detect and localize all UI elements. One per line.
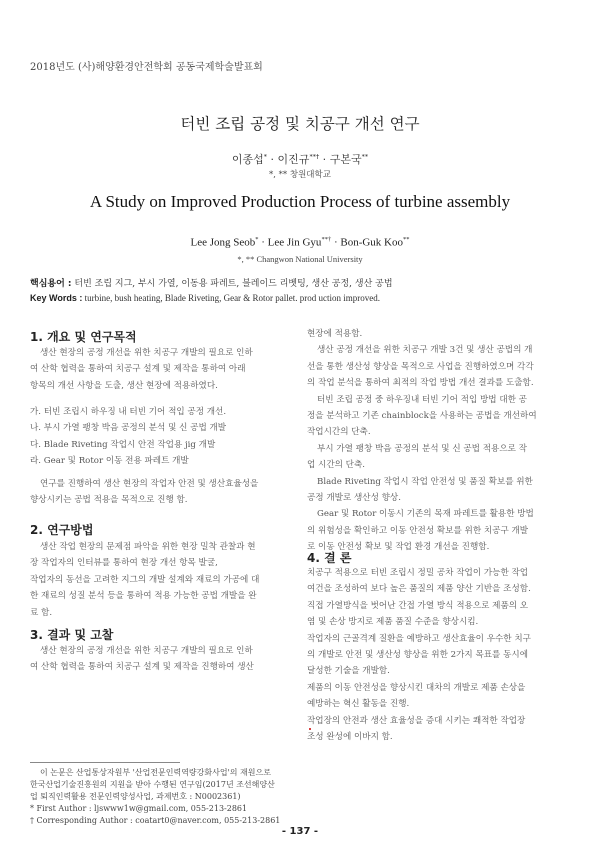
footnote-divider [30,762,180,763]
text-line: 작업장의 안전과 생산 효율성을 증대 시키는 쾌적한 작업장 [307,715,526,726]
text-line: 생산 현장의 공정 개선을 위한 치공구 개발의 필요로 인하 [40,348,253,358]
section-overview-list [30,404,294,470]
text-line: Blade Riveting 작업시 작업 안전성 및 품질 확보를 위한 [317,476,533,487]
page-number: - 137 - [281,826,319,837]
section-heading-conclusion: 4. 결 론 [307,551,352,565]
text-line: 부시 가열 팽창 박음 공정의 분석 및 신 공법 적용으로 작 [317,443,527,454]
keywords-label: Key Words : [30,293,83,303]
author-1-mark: * [255,236,259,243]
text-line: 조성 완성에 이바지 함. [307,732,393,743]
affiliation-korean: *, ** 창원대학교 [269,170,331,180]
keywords-text: turbine, bush heating, Blade Riveting, Gear & Rotor pallet. prod uction improved. [82,293,381,303]
authors-korean [0,151,600,167]
text-line: 생산 현장의 공정 개선을 위한 치공구 개발의 필요로 인하 [40,646,253,656]
text-line: 여 산학 협력을 통하여 치공구 설계 및 제작을 통하여 아래 [30,364,246,375]
title-korean: 터빈 조립 공정 및 치공구 개선 연구 [180,115,420,133]
author-1: 이종섭 [231,153,264,166]
section-conclusion-body [307,565,571,745]
footnote-corresponding-author: † Corresponding Author : coatart0@naver.com, 055-213-2861 [30,816,281,825]
author-separator: · [267,153,278,166]
section-results-body-right [307,326,571,556]
text-line: 의 작업 분석을 통하여 최적의 작업 방법 개선 결과를 도출함. [307,378,534,389]
text-line: 여 산학 협력을 통하여 치공구 설계 및 제작을 진행하여 생산 [30,662,254,673]
text-line: 업 시간의 단축. [307,460,366,471]
text-line: 생산 작업 현장의 문제점 파악을 위한 현장 밀착 관찰과 현 [40,542,256,552]
author-separator: · [331,236,341,249]
text-line: 의 위험성을 확인하고 이동 안전성 확보를 위한 치공구 개발 [307,525,529,536]
text-line: 달성한 기술을 개발함. [307,666,390,677]
section-heading-results: 3. 결과 및 고찰 [30,628,114,642]
list-item: 가. 터빈 조립시 하우징 내 터빈 기어 적입 공정 개선. [30,407,227,417]
text-line: 작업자의 근골격계 질환을 예방하고 생산효율이 우수한 치구 [307,633,531,644]
text-line: 염 및 손상 방지로 제품 품질 수준을 향상시킴. [307,617,479,628]
text-line: 항목의 개선 사항을 도출, 생산 현장에 적용하였다. [30,380,218,391]
text-line: Gear 및 Rotor 이동시 기존의 목재 파레트를 활용한 방법 [317,509,534,520]
text-line: 예방하는 혁신 활동을 진행. [307,699,410,710]
authors-english [0,236,600,249]
author-1: Lee Jong Seob [190,236,256,249]
text-line: 직접 가열방식을 벗어난 간접 가열 방식 적용으로 제품의 오 [307,600,529,611]
author-2-mark: **† [309,152,320,161]
section-overview-intro [30,345,294,394]
text-line: 의 개발로 안전 및 생산성 향상을 위한 2가지 목표를 동시에 [307,650,528,661]
section-heading-methods: 2. 연구방법 [30,523,94,537]
section-heading-overview: 1. 개요 및 연구목적 [30,330,137,344]
footnote-first-author: * First Author : ljswww1w@gmail.com, 055-213-2861 [30,804,248,813]
text-line: 료 함. [30,607,53,618]
text-line: 연구를 진행하여 생산 현장의 작업자 안전 및 생산효율성을 [40,479,259,489]
author-3-mark: ** [361,152,369,161]
affiliation-english: *, ** Changwon National University [237,254,363,264]
conference-header: 2018년도 (사)해양환경안전학회 공동국제학술발표회 [30,62,263,73]
text-line: 작업시간의 단축. [307,427,371,438]
text-line: 현장에 적용함. [307,329,363,339]
list-item: 다. Blade Riveting 작업시 안전 작업용 jig 개발 [30,439,216,450]
footnote-funding-line: 한국산업기술진흥원의 지원을 받아 수행된 연구임(2017년 조선해양산 [30,780,275,789]
author-separator: · [319,153,330,166]
footnotes [30,767,294,827]
author-3: Bon-Guk Koo [340,236,403,249]
author-3: 구본국 [329,153,362,166]
section-overview-closing [30,476,294,509]
author-3-mark: ** [403,236,410,243]
text-line: 한 재료의 성질 분석 등을 통하여 적용 가능한 공법 개발을 완 [30,591,257,602]
list-item: 라. Gear 및 Rotor 이동 전용 파레트 개발 [30,456,189,467]
keywords-korean [30,276,393,289]
footnote-funding-line: 이 논문은 산업통상자원부 '산업전문인력역량강화사업'의 재원으로 [40,768,271,777]
text-line: 치공구 적용으로 터빈 조립시 정밀 공차 작업이 가능한 작업 [307,568,529,578]
title-english: A Study on Improved Production Process of turbine assembly [89,192,511,211]
section-results-body-left [30,643,294,676]
text-line: 터빈 조립 공정 중 하우징내 터빈 기어 적입 방법 대한 공 [317,394,527,405]
author-1-mark: * [263,152,268,161]
keywords-text: 터빈 조립 지그, 부시 가열, 이동용 파레트, 블레이드 리벳팅, 생산 공정, 생산 공법 [71,279,393,289]
text-line: 정을 분석하고 기존 chainblock을 사용하는 공법을 개선하여 [307,411,537,422]
text-line: 장 작업자의 인터뷰를 통하여 현장 개선 항목 발굴, [30,558,218,569]
list-item: 나. 부시 가열 팽창 박음 공정의 분석 및 신 공법 개발 [30,423,227,434]
section-methods-body [30,539,294,621]
text-line: 공정 개발로 생산성 향상. [307,493,401,504]
author-2: Lee Jin Gyu [267,236,322,249]
keywords-english [30,293,380,303]
keywords-label: 핵심용어 : [30,279,72,289]
author-separator: · [258,236,268,249]
author-2-mark: **† [321,236,332,243]
text-line: 선을 통한 생산성 향상을 목적으로 사업을 진행하였으며 각각 [307,361,534,372]
stray-mark [309,728,311,730]
footnote-funding-line: 업 퇴직인력활용 전문인력양성사업, 과제번호 : N0002361) [30,792,241,801]
text-line: 생산 공정 개선을 위한 치공구 개발 3건 및 생산 공법의 개 [317,345,533,356]
text-line: 향상시키는 공법 적용을 목적으로 진행 함. [30,495,188,506]
author-2: 이진규 [277,153,310,166]
text-line: 제품의 이동 안전성을 향상시킨 대차의 개발로 제품 손상을 [307,682,526,693]
text-line: 작업자의 동선을 고려한 지그의 개발 설계와 재료의 가공에 대 [30,574,260,585]
text-line: 로 이동 안전성 확보 및 작업 환경 개선을 진행함. [307,542,490,553]
text-line: 여건을 조성하여 보다 높은 품질의 제품 양산 기반을 조성함. [307,584,531,595]
